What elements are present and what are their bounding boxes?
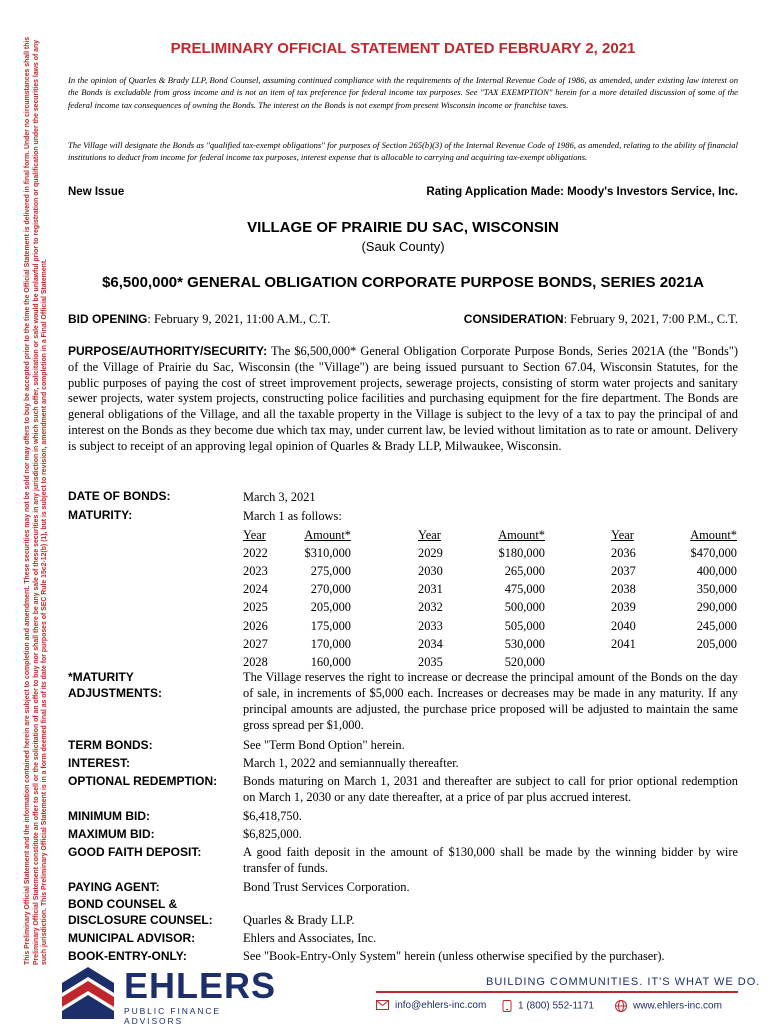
maturity-year: 2024 bbox=[243, 582, 268, 597]
interest-value: March 1, 2022 and semiannually thereafter. bbox=[243, 756, 459, 770]
footer-phone[interactable] bbox=[502, 1000, 594, 1012]
bond-counsel-label-line1: BOND COUNSEL & bbox=[68, 897, 178, 911]
ehlers-logo-text: EHLERS bbox=[124, 965, 277, 1006]
optional-redemption-value: Bonds maturing on March 1, 2031 and thereafter are subject to call for prior optional redemption on March 1, 2030 or any date thereafter, at a price of par plus accrued interest. bbox=[243, 774, 738, 804]
bid-opening bbox=[68, 312, 330, 327]
maturity-amount: 500,000 bbox=[504, 600, 545, 615]
footer-email-text: info@ehlers-inc.com bbox=[395, 1000, 487, 1011]
bid-opening-value: : February 9, 2021, 11:00 A.M., C.T. bbox=[147, 312, 331, 326]
maturity-amount: 275,000 bbox=[310, 564, 351, 579]
tax-opinion-paragraph: In the opinion of Quarles & Brady LLP, Bond Counsel, assuming continued compliance with the requirements of the Internal Revenue Code of 1986, as amended, under existing law interest on the Bonds is excludable from gross income and is not an item of tax preference for federal income tax purposes. See "TAX EXEMPTION" herein for a more detailed discussion of some of the federal income tax consequences of owning the Bonds. The interest on the Bonds is not exempt from present Wisconsin income or franchise taxes. bbox=[68, 75, 738, 110]
maturity-amount: 205,000 bbox=[696, 636, 737, 651]
good-faith-deposit-value: A good faith deposit in the amount of $130,000 shall be made by the winning bidder by wire transfer of funds. bbox=[243, 845, 738, 875]
minimum-bid-value: $6,418,750. bbox=[243, 809, 302, 823]
new-issue-label: New Issue bbox=[68, 186, 125, 198]
maturity-year: 2025 bbox=[243, 600, 268, 615]
minimum-bid-label: MINIMUM BID: bbox=[68, 809, 150, 823]
ehlers-logo bbox=[58, 965, 277, 1026]
maximum-bid-value: $6,825,000. bbox=[243, 827, 302, 841]
purpose-text: The $6,500,000* General Obligation Corporate Purpose Bonds, Series 2021A (the "Bonds") of the Village of Prairie du Sac, Wisconsin (the "Village") are being issued pursuant to Section 67.04, Wisconsin Statutes, for the public purposes of paying the cost of street improvement projects, sewerage projects, consisting of storm water projects and sanitary sewer projects, water system projects, constructing police facilities and purchasing equipment for the fire department. The Bonds are general obligations of the Village, and all the taxable property in the Village is subject to the levy of a tax to pay the principal of and interest on the Bonds as they become due which tax may, under current law, be levied without limitation as to rate or amount. Delivery is subject to receipt of an approving legal opinion of Quarles & Brady LLP, Milwaukee, Wisconsin. bbox=[68, 344, 738, 453]
maturity-amount: 290,000 bbox=[696, 600, 737, 615]
interest-label: INTEREST: bbox=[68, 756, 131, 770]
consideration bbox=[464, 312, 738, 327]
maturity-amount: 530,000 bbox=[504, 636, 545, 651]
footer-website-text: www.ehlers-inc.com bbox=[633, 1000, 722, 1012]
issuer-title: VILLAGE OF PRAIRIE DU SAC, WISCONSIN bbox=[247, 219, 559, 236]
maturity-year: 2033 bbox=[418, 618, 443, 633]
maximum-bid-label: MAXIMUM BID: bbox=[68, 827, 155, 841]
maturity-amount: 245,000 bbox=[696, 618, 737, 633]
rating-statement: Rating Application Made: Moody's Investors Service, Inc. bbox=[426, 186, 738, 198]
maturity-year: 2039 bbox=[611, 600, 636, 615]
ehlers-logo-subtitle: PUBLIC FINANCE ADVISORS bbox=[124, 1006, 221, 1026]
maturity-year: 2023 bbox=[243, 564, 268, 579]
maturity-year: 2038 bbox=[611, 582, 636, 597]
maturity-amount: 175,000 bbox=[310, 618, 351, 633]
paying-agent-value: Bond Trust Services Corporation. bbox=[243, 880, 410, 894]
designation-paragraph: The Village will designate the Bonds as "qualified tax-exempt obligations" for purposes of Section 265(b)(3) of the Internal Revenue Code of 1986, as amended, relating to the ability of financial institutions to deduct from income for federal income tax purposes, interest expense that is allocable to carrying and acquiring tax-exempt obligations. bbox=[68, 140, 738, 163]
maturity-column bbox=[243, 527, 351, 672]
bid-opening-label: BID OPENING bbox=[68, 312, 148, 326]
term-bonds-value: See "Term Bond Option" herein. bbox=[243, 738, 405, 752]
maturity-column bbox=[418, 527, 545, 672]
side-legend: This Preliminary Official Statement and the information contained herein are subject to completion and amendment. These securities may not be sold nor may offers to buy be accepted prior to the time the Official Statement is delivered in final form. Under no circumstances shall this Preliminary Official Statement constitute an offer to sell or the solicitation of an offer to buy nor shall there be any sale of these securities in any jurisdiction in which such offer, solicitation or sale would be unlawful prior to registration or qualification under the securities laws of any such jurisdiction. This Preliminary Official Statement is in a form deemed final as of its date for purposes of SEC Rule 15c2-12(b) (1), but is subject to revision, amendment and completion in a Final Official Statement. bbox=[24, 36, 49, 965]
maturity-amount: 270,000 bbox=[310, 582, 351, 597]
book-entry-label: BOOK-ENTRY-ONLY: bbox=[68, 949, 187, 963]
purpose-label: PURPOSE/AUTHORITY/SECURITY: bbox=[68, 344, 268, 358]
maturity-amount-header: Amount* bbox=[498, 528, 545, 542]
maturity-year: 2027 bbox=[243, 636, 268, 651]
maturity-amount: 160,000 bbox=[310, 654, 351, 669]
consideration-label: CONSIDERATION bbox=[463, 312, 564, 326]
municipal-advisor-value: Ehlers and Associates, Inc. bbox=[243, 931, 377, 945]
bond-counsel-value: Quarles & Brady LLP. bbox=[243, 913, 355, 927]
date-of-bonds-label: DATE OF BONDS: bbox=[68, 489, 171, 503]
maturity-amount: 170,000 bbox=[310, 636, 351, 651]
maturity-year: 2028 bbox=[243, 654, 268, 669]
consideration-value: : February 9, 2021, 7:00 P.M., C.T. bbox=[563, 312, 738, 326]
maturity-year: 2022 bbox=[243, 546, 268, 561]
maturity-amount: 505,000 bbox=[504, 618, 545, 633]
envelope-icon bbox=[376, 1000, 389, 1010]
optional-redemption-label: OPTIONAL REDEMPTION: bbox=[68, 774, 218, 788]
maturity-year: 2037 bbox=[611, 564, 636, 579]
maturity-year: 2035 bbox=[418, 654, 443, 669]
bond-counsel-label-line2: DISCLOSURE COUNSEL: bbox=[68, 913, 213, 927]
maturity-year-header: Year bbox=[611, 528, 634, 542]
maturity-amount: $310,000 bbox=[304, 546, 351, 561]
maturity-year: 2032 bbox=[418, 600, 443, 615]
bond-title: $6,500,000* GENERAL OBLIGATION CORPORATE PURPOSE BONDS, SERIES 2021A bbox=[102, 274, 704, 291]
maturity-label: MATURITY: bbox=[68, 508, 133, 522]
maturity-amount-header: Amount* bbox=[690, 528, 737, 542]
book-entry-value: See "Book-Entry-Only System" herein (unless otherwise specified by the purchaser). bbox=[243, 949, 665, 963]
maturity-adjustments-value: The Village reserves the right to increase or decrease the principal amount of the Bonds on the day of sale, in increments of $5,000 each. Increases or decreases may be made in any maturity. If any principal amounts are adjusted, the purchase price proposed will be adjusted to maintain the same gross spread per $1,000. bbox=[243, 670, 738, 732]
footer-website[interactable] bbox=[615, 1000, 722, 1012]
maturity-adjustments-label-line2: ADJUSTMENTS: bbox=[68, 686, 163, 700]
maturity-year: 2030 bbox=[418, 564, 443, 579]
maturity-column bbox=[611, 527, 737, 654]
maturity-year-header: Year bbox=[418, 528, 441, 542]
maturity-amount: 350,000 bbox=[696, 582, 737, 597]
maturity-year: 2036 bbox=[611, 546, 636, 561]
footer-tagline: BUILDING COMMUNITIES. IT'S WHAT WE DO. bbox=[486, 976, 761, 988]
globe-icon bbox=[615, 1000, 627, 1012]
document-header: PRELIMINARY OFFICIAL STATEMENT DATED FEBRUARY 2, 2021 bbox=[170, 40, 636, 57]
maturity-amount: 400,000 bbox=[696, 564, 737, 579]
maturity-year: 2029 bbox=[418, 546, 443, 561]
county-subtitle: (Sauk County) bbox=[361, 239, 445, 254]
maturity-adjustments-label bbox=[68, 669, 162, 701]
maturity-amount-header: Amount* bbox=[304, 528, 351, 542]
footer-divider bbox=[376, 991, 738, 993]
maturity-amount: 520,000 bbox=[504, 654, 545, 669]
paying-agent-label: PAYING AGENT: bbox=[68, 880, 160, 894]
maturity-amount: $180,000 bbox=[498, 546, 545, 561]
purpose-paragraph bbox=[68, 344, 738, 455]
phone-icon bbox=[502, 1000, 512, 1012]
maturity-amount: 205,000 bbox=[310, 600, 351, 615]
bond-counsel-label bbox=[68, 896, 213, 928]
municipal-advisor-label: MUNICIPAL ADVISOR: bbox=[68, 931, 196, 945]
footer-phone-text: 1 (800) 552-1171 bbox=[518, 1000, 594, 1012]
maturity-adjustments-label-line1: *MATURITY bbox=[68, 670, 134, 684]
maturity-year: 2034 bbox=[418, 636, 443, 651]
footer-email[interactable] bbox=[376, 1000, 486, 1011]
maturity-amount: $470,000 bbox=[690, 546, 737, 561]
maturity-amount: 265,000 bbox=[504, 564, 545, 579]
maturity-year: 2041 bbox=[611, 636, 636, 651]
maturity-intro: March 1 as follows: bbox=[243, 509, 342, 523]
good-faith-deposit-label: GOOD FAITH DEPOSIT: bbox=[68, 845, 202, 859]
maturity-year: 2026 bbox=[243, 618, 268, 633]
date-of-bonds-value: March 3, 2021 bbox=[243, 490, 316, 504]
maturity-year: 2040 bbox=[611, 618, 636, 633]
maturity-year-header: Year bbox=[243, 528, 266, 542]
maturity-amount: 475,000 bbox=[504, 582, 545, 597]
term-bonds-label: TERM BONDS: bbox=[68, 738, 153, 752]
ehlers-logo-icon bbox=[58, 965, 118, 1020]
maturity-year: 2031 bbox=[418, 582, 443, 597]
